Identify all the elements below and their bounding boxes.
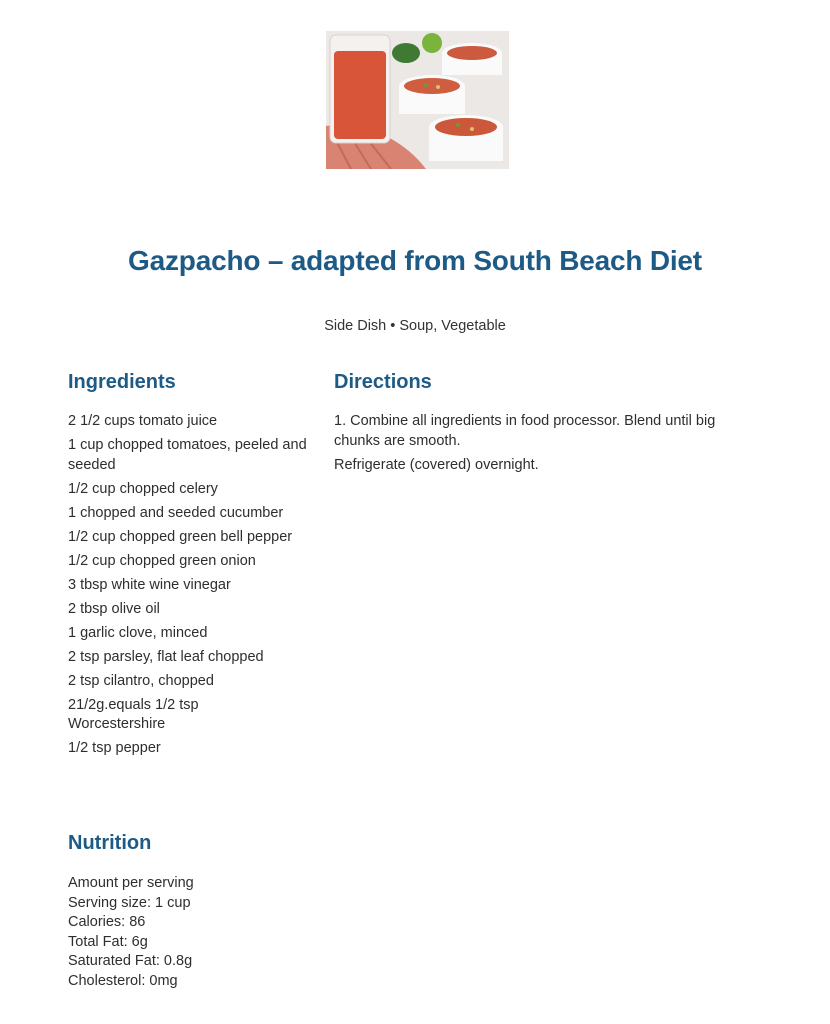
ingredients-list — [68, 412, 308, 763]
ingredient-item: 1/2 cup chopped green onion — [68, 552, 256, 569]
ingredient-item: 1/2 cup chopped celery — [68, 480, 218, 497]
ingredient-item: 21/2g.equals 1/2 tsp Worcestershire — [68, 696, 199, 732]
nutrition-line: Cholesterol: 0mg — [68, 972, 178, 989]
gazpacho-image — [326, 31, 509, 169]
recipe-title: Gazpacho – adapted from South Beach Diet — [128, 245, 702, 276]
ingredient-item: 1/2 cup chopped green bell pepper — [68, 528, 293, 545]
nutrition-line: Saturated Fat: 0.8g — [68, 953, 193, 969]
ingredient-item: 2 tsp parsley, flat leaf chopped — [68, 648, 264, 665]
direction-step: Refrigerate (covered) overnight. — [334, 456, 539, 473]
ingredient-item: 1 garlic clove, minced — [68, 624, 208, 641]
direction-step: 1. Combine all ingredients in food processor. Blend until big chunks are smooth. — [334, 413, 716, 449]
directions-heading: Directions — [334, 371, 432, 393]
nutrition-line: Total Fat: 6g — [68, 933, 148, 950]
ingredient-item: 2 1/2 cups tomato juice — [68, 413, 218, 429]
recipe-photo — [326, 31, 509, 169]
directions-list — [334, 412, 774, 480]
nutrition-facts — [68, 874, 328, 991]
nutrition-heading: Nutrition — [68, 832, 152, 854]
recipe-categories: Side Dish • Soup, Vegetable — [324, 318, 506, 334]
ingredient-item: 1 cup chopped tomatoes, peeled and seeded — [68, 437, 307, 473]
ingredient-item: 3 tbsp white wine vinegar — [68, 576, 231, 593]
ingredient-item: 1/2 tsp pepper — [68, 740, 161, 756]
nutrition-line: Amount per serving — [68, 875, 194, 891]
nutrition-line: Serving size: 1 cup — [68, 894, 191, 911]
nutrition-line: Calories: 86 — [68, 914, 146, 930]
ingredient-item: 1 chopped and seeded cucumber — [68, 504, 284, 521]
ingredients-heading: Ingredients — [68, 371, 176, 393]
ingredient-item: 2 tbsp olive oil — [68, 600, 160, 617]
ingredient-item: 2 tsp cilantro, chopped — [68, 672, 214, 689]
